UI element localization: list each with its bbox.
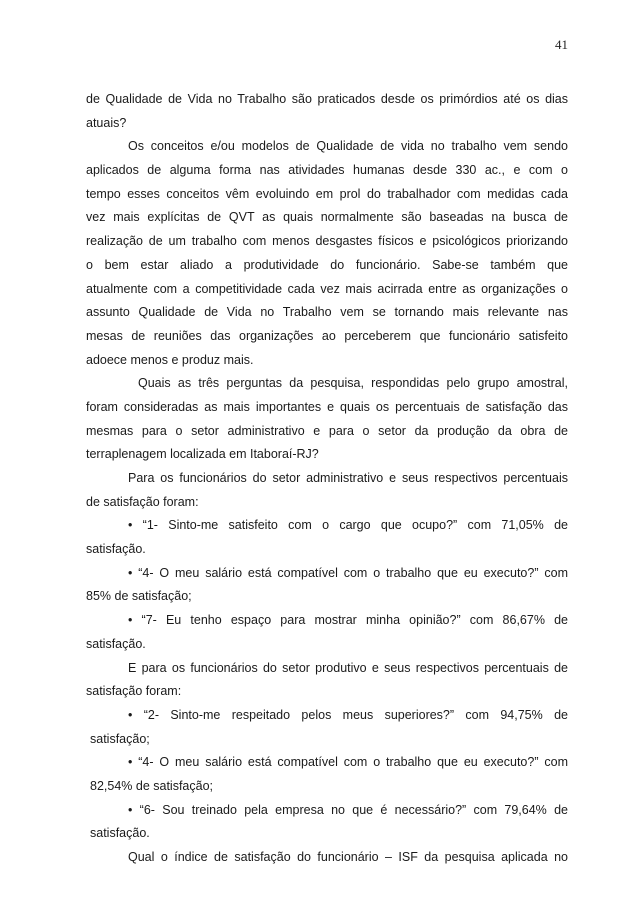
- text-line: satisfação.: [90, 826, 150, 841]
- bullet-item: • “7- Eu tenho espaço para mostrar minha opinião?” com 86,67% de: [128, 613, 568, 628]
- text-line: vez mais explícitas de QVT as quais normalmente são baseadas na busca de: [86, 210, 568, 225]
- text-line: tempo esses conceitos vêm evoluindo em prol do trabalhador com medidas cada: [86, 186, 568, 201]
- text-line: Qual o índice de satisfação do funcionário – ISF da pesquisa aplicada no: [128, 850, 568, 864]
- page-body: [86, 88, 568, 870]
- text-line: mesmas para o setor administrativo e para o setor da produção da obra de: [86, 423, 568, 438]
- bullet-item: • “4- O meu salário está compatível com o trabalho que eu executo?” com: [128, 565, 568, 580]
- text-line: o bem estar aliado a produtividade do funcionário. Sabe-se também que: [86, 257, 568, 272]
- text-line: 82,54% de satisfação;: [90, 778, 213, 793]
- text-line: assunto Qualidade de Vida no Trabalho vem se tornando mais relevante nas: [86, 305, 568, 320]
- bullet-item: • “6- Sou treinado pela empresa no que é necessário?” com 79,64% de: [128, 802, 568, 817]
- text-line: Quais as três perguntas da pesquisa, respondidas pelo grupo amostral,: [138, 376, 568, 391]
- text-line: satisfação.: [86, 542, 146, 557]
- text-line: de satisfação foram:: [86, 494, 199, 509]
- text-line: atualmente com a competitividade cada vez mais acirrada entre as organizações o: [86, 281, 568, 296]
- text-line: de Qualidade de Vida no Trabalho são praticados desde os primórdios até os dias: [86, 92, 568, 106]
- bullet-item: • “1- Sinto-me satisfeito com o cargo que ocupo?” com 71,05% de: [128, 518, 568, 533]
- text-line: satisfação foram:: [86, 684, 182, 699]
- text-line: aplicados de alguma forma nas atividades humanas desde 330 ac., e com o: [86, 163, 568, 178]
- bullet-item: • “4- O meu salário está compatível com o trabalho que eu executo?” com: [128, 755, 568, 770]
- text-line: foram consideradas as mais importantes e quais os percentuais de satisfação das: [86, 399, 568, 414]
- page-number: 41: [555, 37, 568, 52]
- text-line: Para os funcionários do setor administrativo e seus respectivos percentuais: [128, 471, 568, 485]
- text-line: satisfação.: [86, 636, 146, 651]
- bullet-item: • “2- Sinto-me respeitado pelos meus superiores?” com 94,75% de: [128, 707, 568, 722]
- text-line: satisfação;: [90, 731, 150, 746]
- text-line: Os conceitos e/ou modelos de Qualidade de vida no trabalho vem sendo: [128, 139, 568, 154]
- text-line: realização de um trabalho com menos desgastes físicos e psicológicos priorizando: [86, 234, 568, 249]
- text-line: terraplenagem localizada em Itaboraí-RJ?: [86, 447, 319, 462]
- text-line: mesas de reuniões das organizações ao perceberem que funcionário satisfeito: [86, 328, 568, 343]
- text-line: 85% de satisfação;: [86, 589, 192, 604]
- text-line: adoece menos e produz mais.: [86, 352, 254, 367]
- text-line: E para os funcionários do setor produtivo e seus respectivos percentuais de: [128, 660, 568, 675]
- text-line: atuais?: [86, 115, 127, 130]
